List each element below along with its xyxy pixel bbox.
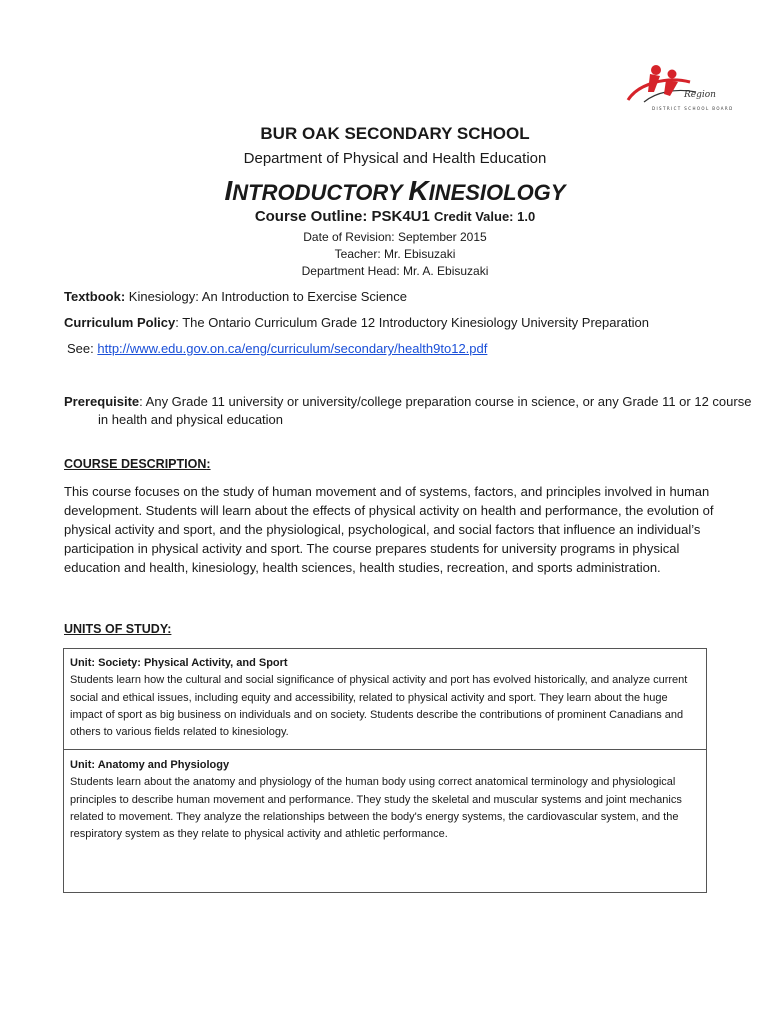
textbook-label: Textbook: [64,289,126,304]
course-outline [0,208,770,225]
course-outline-label: Course Outline: PSK4U1 [254,208,430,225]
york-region-emblem-icon [626,62,730,112]
unit-row [64,655,706,741]
prerequisite-label: Prerequisite [64,394,140,409]
logo-subtitle: DISTRICT SCHOOL BOARD [652,106,734,111]
unit-title: Unit: Anatomy and Physiology [70,759,230,771]
course-description-text: This course focuses on the study of human movement and of systems, factors, and principles involved in human development. Students will learn about the effects of physical activity on health and performance, the evolution of physical activity and sport, and the physiological, psychological, and social factors that influence an individual’s participation in physical activity and sport. The course prepares students for university programs in physical education and health, kinesiology, health sciences, health studies, recreation, and sports administration. [64,484,714,575]
logo-region-text: Region [684,90,716,100]
unit-description: Students learn about the anatomy and physiology of the human body using correct anatomical terminology and physiological principles to describe human movement and performance. They study the skeletal and muscular systems and joint mechanics related to movement. They analyze the relationships between the body's energy systems, the cardiovascular system, and the respiratory system as they relate to physical activity and athletic performance. [70,776,682,841]
york-region-logo [626,62,734,112]
prerequisite-value: : Any Grade 11 university or university/college preparation course in science, or any Grade 11 or 12 course in health and physical education [98,394,752,427]
course-title-initial-2: K [408,175,429,206]
unit-row [64,757,706,843]
see-line [67,341,487,356]
see-label: See: [67,341,94,356]
unit-description: Students learn how the cultural and social significance of physical activity and port has evolved historically, and analyze current social and ethical issues, including equity and accessibility, related to physical activity and sport. They learn about the huge impact of sport as big business on individuals and on society. Students describe the contributions of prominent Canadians and others to various fields related to kinesiology. [70,674,688,739]
course-title-rest-2: INESIOLOGY [428,180,566,205]
course-description-heading-text: COURSE DESCRIPTION [64,457,207,471]
school-name: BUR OAK SECONDARY SCHOOL [260,124,530,143]
unit-divider [64,749,706,750]
course-description-heading [64,457,211,471]
units-table [63,648,707,893]
course-title-rest-1: NTRODUCTORY [232,180,403,205]
curriculum-policy-value: : The Ontario Curriculum Grade 12 Introductory Kinesiology University Preparation [175,315,650,330]
prerequisite-paragraph [64,393,758,429]
unit-title: Unit: Society: Physical Activity, and Sport [70,657,288,669]
curriculum-link[interactable]: http://www.edu.gov.on.ca/eng/curriculum/secondary/health9to12.pdf [97,341,488,356]
curriculum-policy-label: Curriculum Policy [64,315,176,330]
department-head: Department Head: Mr. A. Ebisuzaki [301,264,489,278]
textbook-value: Kinesiology: An Introduction to Exercise Science [128,289,407,304]
units-of-study-heading: UNITS OF STUDY: [64,622,172,636]
course-description-colon: : [206,457,211,471]
course-title [0,175,770,207]
course-title-initial-1: I [224,175,233,206]
textbook-line [64,289,407,304]
department-name: Department of Physical and Health Education [243,150,547,167]
credit-value: Credit Value: 1.0 [434,209,536,224]
revision-date: Date of Revision: September 2015 [303,230,487,244]
teacher-name: Teacher: Mr. Ebisuzaki [334,247,456,261]
curriculum-policy-line [64,315,649,330]
